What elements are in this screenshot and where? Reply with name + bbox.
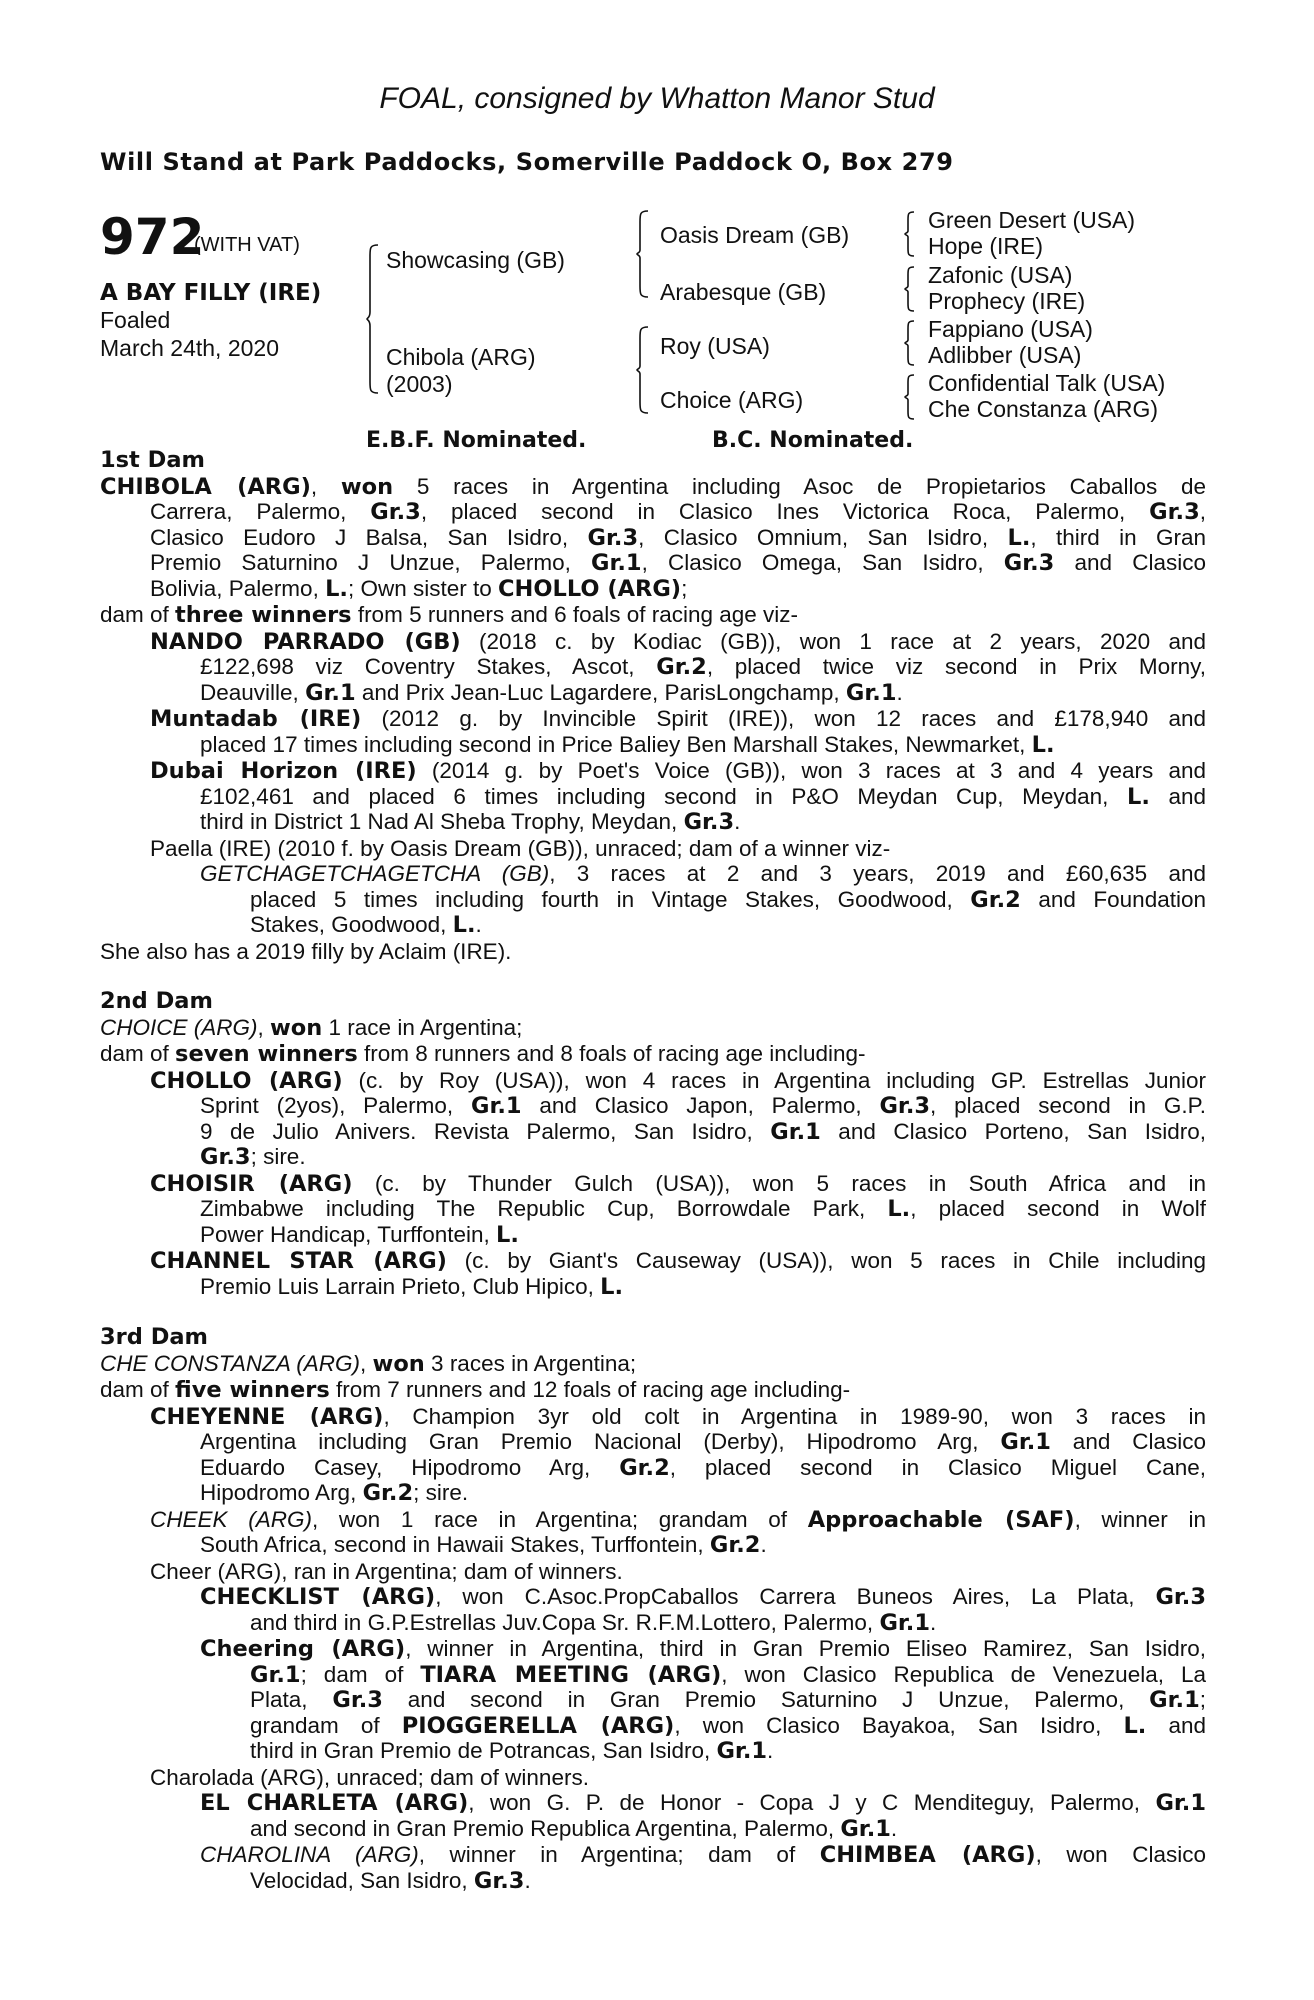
- first-dam-line: third in District 1 Nad Al Sheba Trophy, Meydan, Gr.3.: [200, 809, 741, 835]
- pedigree-sss: Green Desert (USA): [928, 207, 1136, 233]
- first-dam-line: Stakes, Goodwood, L..: [250, 912, 482, 938]
- second-dam-line: CHANNEL STAR (ARG) (c. by Giant's Causeway (USA)), won 5 races in Chile including: [150, 1248, 1206, 1274]
- third-dam-line: third in Gran Premio de Potrancas, San Isidro, Gr.1.: [250, 1738, 774, 1764]
- first-dam-line: placed 17 times including second in Price Baliey Ben Marshall Stakes, Newmarket, L.: [200, 731, 1055, 758]
- third-dam-line: Gr.1; dam of TIARA MEETING (ARG), won Clasico Republica de Venezuela, La: [250, 1661, 1206, 1687]
- pedigree-bracket-3c: [904, 320, 916, 366]
- third-dam-line: Charolada (ARG), unraced; dam of winners.: [150, 1764, 589, 1790]
- horse-name: A BAY FILLY (IRE): [100, 280, 322, 306]
- stand-location: Will Stand at Park Paddocks, Somerville Paddock O, Box 279: [100, 148, 954, 176]
- first-dam-line: Dubai Horizon (IRE) (2014 g. by Poet's Voice (GB)), won 3 races at 3 and 4 years and: [150, 758, 1206, 784]
- first-dam-line: Premio Saturnino J Unzue, Palermo, Gr.1, Clasico Omega, San Isidro, Gr.3 and Clasico: [150, 550, 1206, 576]
- third-dam-line: Hipodromo Arg, Gr.2; sire.: [200, 1480, 469, 1506]
- first-dam-heading: 1st Dam: [100, 447, 205, 473]
- first-dam-line: Deauville, Gr.1 and Prix Jean-Luc Lagardere, ParisLongchamp, Gr.1.: [200, 679, 903, 706]
- pedigree-sire-sire: Oasis Dream (GB): [660, 222, 850, 248]
- pedigree-bracket-2b: [636, 326, 650, 414]
- pedigree-dam: [386, 344, 536, 398]
- foaled-label: Foaled: [100, 307, 171, 333]
- pedigree-dam-sire: Roy (USA): [660, 333, 770, 359]
- lot-number: 972: [100, 208, 205, 266]
- first-dam-line: Carrera, Palermo, Gr.3, placed second in Clasico Ines Victorica Roca, Palermo, Gr.3,: [150, 499, 1206, 525]
- third-dam-line: Velocidad, San Isidro, Gr.3.: [250, 1867, 531, 1894]
- pedigree-sds: Zafonic (USA): [928, 262, 1073, 288]
- section-gap: [100, 964, 1206, 989]
- pedigree-sdd: Prophecy (IRE): [928, 288, 1086, 314]
- third-dam-line: Eduardo Casey, Hipodromo Arg, Gr.2, placed second in Clasico Miguel Cane,: [200, 1454, 1206, 1480]
- first-dam-line: Clasico Eudoro J Balsa, San Isidro, Gr.3, Clasico Omnium, San Isidro, L., third in Gran: [150, 524, 1206, 550]
- third-dam-line: EL CHARLETA (ARG), won G. P. de Honor - Copa J y C Menditeguy, Palermo, Gr.1: [200, 1790, 1206, 1816]
- third-dam-line: dam of five winners from 7 runners and 12 foals of racing age including-: [100, 1377, 851, 1403]
- first-dam-line: NANDO PARRADO (GB) (2018 c. by Kodiac (GB)), won 1 race at 2 years, 2020 and: [150, 628, 1206, 654]
- first-dam-line: £102,461 and placed 6 times including second in P&O Meydan Cup, Meydan, L. and: [200, 783, 1206, 809]
- ebf-nominated: E.B.F. Nominated.: [366, 428, 587, 453]
- second-dam-line: Power Handicap, Turffontein, L.: [200, 1221, 519, 1248]
- third-dam-line: CHECKLIST (ARG), won C.Asoc.PropCaballos Carrera Buneos Aires, La Plata, Gr.3: [200, 1584, 1206, 1610]
- second-dam-line: Premio Luis Larrain Prieto, Club Hipico, L.: [200, 1273, 624, 1300]
- third-dam-heading: 3rd Dam: [100, 1324, 208, 1350]
- pedigree-bracket-2a: [636, 210, 650, 298]
- second-dam-line: Zimbabwe including The Republic Cup, Borrowdale Park, L., placed second in Wolf: [200, 1196, 1206, 1222]
- second-dam-line: Gr.3; sire.: [200, 1144, 306, 1170]
- first-dam-line: dam of three winners from 5 runners and 6 foals of racing age viz-: [100, 602, 799, 628]
- third-dam-line: Cheer (ARG), ran in Argentina; dam of winners.: [150, 1558, 623, 1584]
- pedigree-bracket-3d: [904, 374, 916, 420]
- foaled-info: [100, 306, 279, 362]
- third-dam-line: Plata, Gr.3 and second in Gran Premio Saturnino J Unzue, Palermo, Gr.1;: [250, 1687, 1206, 1713]
- pedigree-sire-dam: Arabesque (GB): [660, 279, 827, 305]
- first-dam-line: CHIBOLA (ARG), won 5 races in Argentina including Asoc de Propietarios Caballos de: [100, 473, 1206, 499]
- first-dam-line: placed 5 times including fourth in Vintage Stakes, Goodwood, Gr.2 and Foundation: [250, 886, 1206, 912]
- third-dam-line: and third in G.P.Estrellas Juv.Copa Sr. R.F.M.Lottero, Palermo, Gr.1.: [250, 1609, 937, 1636]
- pedigree-sire: Showcasing (GB): [386, 247, 565, 273]
- second-dam-line: dam of seven winners from 8 runners and 8 foals of racing age including-: [100, 1041, 866, 1067]
- third-dam-line: Cheering (ARG), winner in Argentina, third in Gran Premio Eliseo Ramirez, San Isidro,: [200, 1636, 1206, 1662]
- third-dam-line: CHEEK (ARG), won 1 race in Argentina; grandam of Approachable (SAF), winner in: [150, 1506, 1206, 1532]
- pedigree-dam-name: Chibola (ARG): [386, 344, 536, 370]
- pedigree-dss: Fappiano (USA): [928, 316, 1093, 342]
- bc-nominated: B.C. Nominated.: [712, 428, 914, 453]
- second-dam-line: 9 de Julio Anivers. Revista Palermo, San Isidro, Gr.1 and Clasico Porteno, San Isidro,: [200, 1118, 1206, 1144]
- first-dam-line: GETCHAGETCHAGETCHA (GB), 3 races at 2 and 3 years, 2019 and £60,635 and: [200, 861, 1206, 886]
- pedigree-bracket-1: [366, 244, 380, 394]
- third-dam-line: CHEYENNE (ARG), Champion 3yr old colt in Argentina in 1989-90, won 3 races in: [150, 1403, 1206, 1429]
- first-dam-line: Bolivia, Palermo, L.; Own sister to CHOLLO (ARG);: [150, 575, 688, 602]
- pedigree-ssd: Hope (IRE): [928, 233, 1044, 259]
- pedigree-dsd: Adlibber (USA): [928, 342, 1082, 368]
- second-dam-line: Sprint (2yos), Palermo, Gr.1 and Clasico Japon, Palermo, Gr.3, placed second in G.P.: [200, 1093, 1206, 1119]
- first-dam-line: Paella (IRE) (2010 f. by Oasis Dream (GB)), unraced; dam of a winner viz-: [150, 835, 891, 861]
- pedigree-bracket-3a: [904, 211, 916, 257]
- pedigree-ddd: Che Constanza (ARG): [928, 396, 1159, 422]
- vat-label: (WITH VAT): [194, 234, 300, 256]
- catalogue-body: [100, 448, 1206, 1894]
- pedigree-dam-year: (2003): [386, 371, 453, 397]
- foaled-date: March 24th, 2020: [100, 335, 280, 361]
- consignor-line: FOAL, consigned by Whatton Manor Stud: [379, 82, 935, 115]
- third-dam-line: grandam of PIOGGERELLA (ARG), won Clasico Bayakoa, San Isidro, L. and: [250, 1712, 1206, 1738]
- pedigree-dam-dam: Choice (ARG): [660, 387, 804, 413]
- third-dam-line: and second in Gran Premio Republica Argentina, Palermo, Gr.1.: [250, 1815, 898, 1842]
- first-dam-line: She also has a 2019 filly by Aclaim (IRE).: [100, 938, 512, 964]
- pedigree-bracket-3b: [904, 266, 916, 312]
- first-dam-line: £122,698 viz Coventry Stakes, Ascot, Gr.2, placed twice viz second in Prix Morny,: [200, 654, 1206, 680]
- pedigree-dds: Confidential Talk (USA): [928, 370, 1166, 396]
- second-dam-line: CHOLLO (ARG) (c. by Roy (USA)), won 4 races in Argentina including GP. Estrellas Junior: [150, 1067, 1206, 1093]
- section-gap: [100, 1300, 1206, 1325]
- third-dam-line: CHE CONSTANZA (ARG), won 3 races in Argentina;: [100, 1350, 637, 1377]
- second-dam-heading: 2nd Dam: [100, 988, 213, 1014]
- second-dam-line: CHOICE (ARG), won 1 race in Argentina;: [100, 1014, 523, 1041]
- second-dam-line: CHOISIR (ARG) (c. by Thunder Gulch (USA)), won 5 races in South Africa and in: [150, 1170, 1206, 1196]
- first-dam-line: Muntadab (IRE) (2012 g. by Invincible Spirit (IRE)), won 12 races and £178,940 and: [150, 706, 1206, 732]
- third-dam-line: CHAROLINA (ARG), winner in Argentina; dam of CHIMBEA (ARG), won Clasico: [200, 1842, 1206, 1868]
- third-dam-line: Argentina including Gran Premio Nacional (Derby), Hipodromo Arg, Gr.1 and Clasico: [200, 1429, 1206, 1455]
- third-dam-line: South Africa, second in Hawaii Stakes, Turffontein, Gr.2.: [200, 1532, 767, 1558]
